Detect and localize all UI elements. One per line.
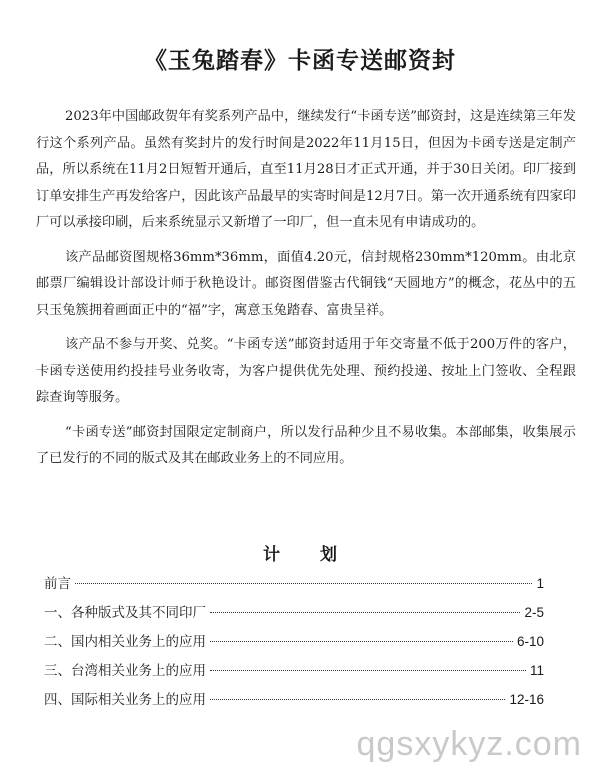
toc-row: [44, 601, 544, 630]
toc-label: 二、国内相关业务上的应用: [44, 634, 206, 650]
toc-row: [44, 572, 544, 601]
toc-row: [44, 659, 544, 688]
toc-page: 6-10: [516, 634, 544, 649]
toc-label: 一、各种版式及其不同印厂: [44, 605, 206, 621]
toc-leader-dots: [210, 699, 505, 700]
toc-page: 11: [529, 663, 544, 678]
toc-row: [44, 688, 544, 717]
toc-leader-dots: [75, 583, 532, 584]
toc-label: 四、国际相关业务上的应用: [44, 692, 206, 708]
paragraph-2: 该产品邮资图规格36mm*36mm，面值4.20元，信封规格230mm*120mm。由北京邮票厂编辑设计部设计师于秋艳设计。邮资图借鉴古代铜钱“天圆地方”的概念，花丛中的五只玉兔簇拥着画面正中的“福”字，寓意玉兔踏春、富贵呈祥。: [36, 249, 576, 318]
toc-page: 2-5: [524, 605, 544, 620]
toc-page: 1: [536, 576, 544, 591]
toc-label: 三、台湾相关业务上的应用: [44, 663, 206, 679]
paragraph-4: “卡函专送”邮资封国限定定制商户，所以发行品种少且不易收集。本部邮集，收集展示了已发行的不同的版式及其在邮政业务上的不同应用。: [36, 424, 576, 466]
toc-leader-dots: [210, 670, 526, 671]
table-of-contents: [44, 572, 544, 717]
document-title: 《玉兔踏春》卡函专送邮资封: [144, 48, 456, 74]
paragraph-1: 2023年中国邮政贺年有奖系列产品中，继续发行“卡函专送”邮资封，这是连续第三年发行这个系列产品。虽然有奖封片的发行时间是2022年11月15日，但因为卡函专送是定制产品，所以系统在11月2日短暂开通后，直至11月28日才正式开通，并于30日关闭。印厂接到订单安排生产再发给客户，因此该产品最早的实寄时间是12月7日。第一次开通系统有四家印厂可以承接印刷，后来系统显示又新增了一印厂，但一直未见有申请成功的。: [36, 109, 576, 230]
toc-leader-dots: [210, 612, 520, 613]
toc-page: 12-16: [509, 692, 544, 707]
toc-leader-dots: [210, 641, 513, 642]
intro-text: [36, 104, 576, 481]
paragraph-3: 该产品不参与开奖、兑奖。“卡函专送”邮资封适用于年交寄量不低于200万件的客户，卡函专送使用约投挂号业务收寄，为客户提供优先处理、预约投递、按址上门签收、全程跟踪查询等服务。: [36, 337, 576, 405]
toc-row: [44, 630, 544, 659]
plan-heading: 计划: [263, 545, 377, 565]
watermark-text: qgsxykyz.com: [356, 725, 582, 763]
toc-label: 前言: [44, 576, 71, 592]
